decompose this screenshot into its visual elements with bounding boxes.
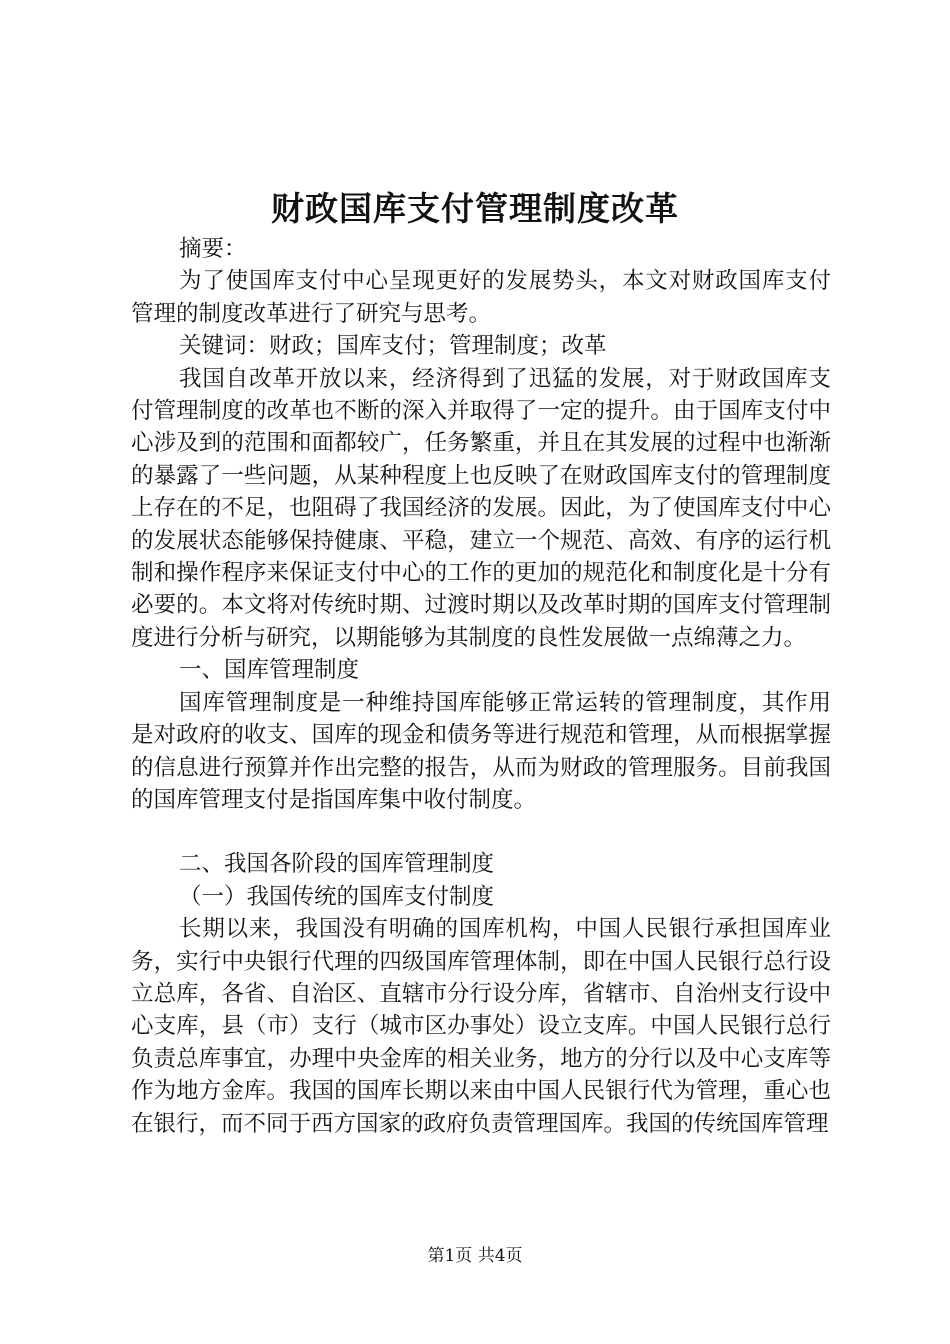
document-title: 财政国库支付管理制度改革 bbox=[271, 189, 679, 228]
abstract-text: 为了使国库支付中心呈现更好的发展势头，本文对财政国库支付管理的制度改革进行了研究与思考。 bbox=[131, 268, 831, 327]
keywords: 关键词：财政；国库支付；管理制度；改革 bbox=[179, 333, 607, 360]
subsection-1-paragraph: 长期以来，我国没有明确的国库机构，中国人民银行承担国库业务，实行中央银行代理的四级国库管理体制，即在中国人民银行总行设立总库，各省、自治区、直辖市分行设分库，省辖市、自治州支行设中心支库，县（市）支行（城市区办事处）设立支库。中国人民银行总行负责总库事宜，办理中央金库的相关业务，地方的分行以及中心支库等作为地方金库。我国的国库长期以来由中国人民银行代为管理，重心也在银行，而不同于西方国家的政府负责管理国库。我国的传统国库管理 bbox=[131, 916, 831, 1137]
abstract-label: 摘要： bbox=[179, 236, 247, 262]
document-body bbox=[131, 233, 831, 1140]
section-1-paragraph: 国库管理制度是一种维持国库能够正常运转的管理制度，其作用是对政府的收支、国库的现金和债务等进行规范和管理，从而根据掌握的信息进行预算并作出完整的报告，从而为财政的管理服务。目前我国的国库管理支付是指国库集中收付制度。 bbox=[131, 689, 831, 813]
section-1-heading: 一、国库管理制度 bbox=[179, 657, 360, 684]
intro-paragraph: 我国自改革开放以来，经济得到了迅猛的发展，对于财政国库支付管理制度的改革也不断的深入并取得了一定的提升。由于国库支付中心涉及到的范围和面都较广，任务繁重，并且在其发展的过程中也渐渐的暴露了一些问题，从某种程度上也反映了在财政国库支付的管理制度上存在的不足，也阻碍了我国经济的发展。因此，为了使国库支付中心的发展状态能够保持健康、平稳，建立一个规范、高效、有序的运行机制和操作程序来保证支付中心的工作的更加的规范化和制度化是十分有必要的。本文将对传统时期、过渡时期以及改革时期的国库支付管理制度进行分析与研究，以期能够为其制度的良性发展做一点绵薄之力。 bbox=[131, 365, 831, 651]
section-2-heading: 二、我国各阶段的国库管理制度 bbox=[179, 851, 495, 878]
page-footer: 第1页 共4页 bbox=[427, 1246, 523, 1266]
subsection-1-heading: （一）我国传统的国库支付制度 bbox=[179, 883, 495, 910]
paragraph-spacer bbox=[131, 816, 831, 848]
